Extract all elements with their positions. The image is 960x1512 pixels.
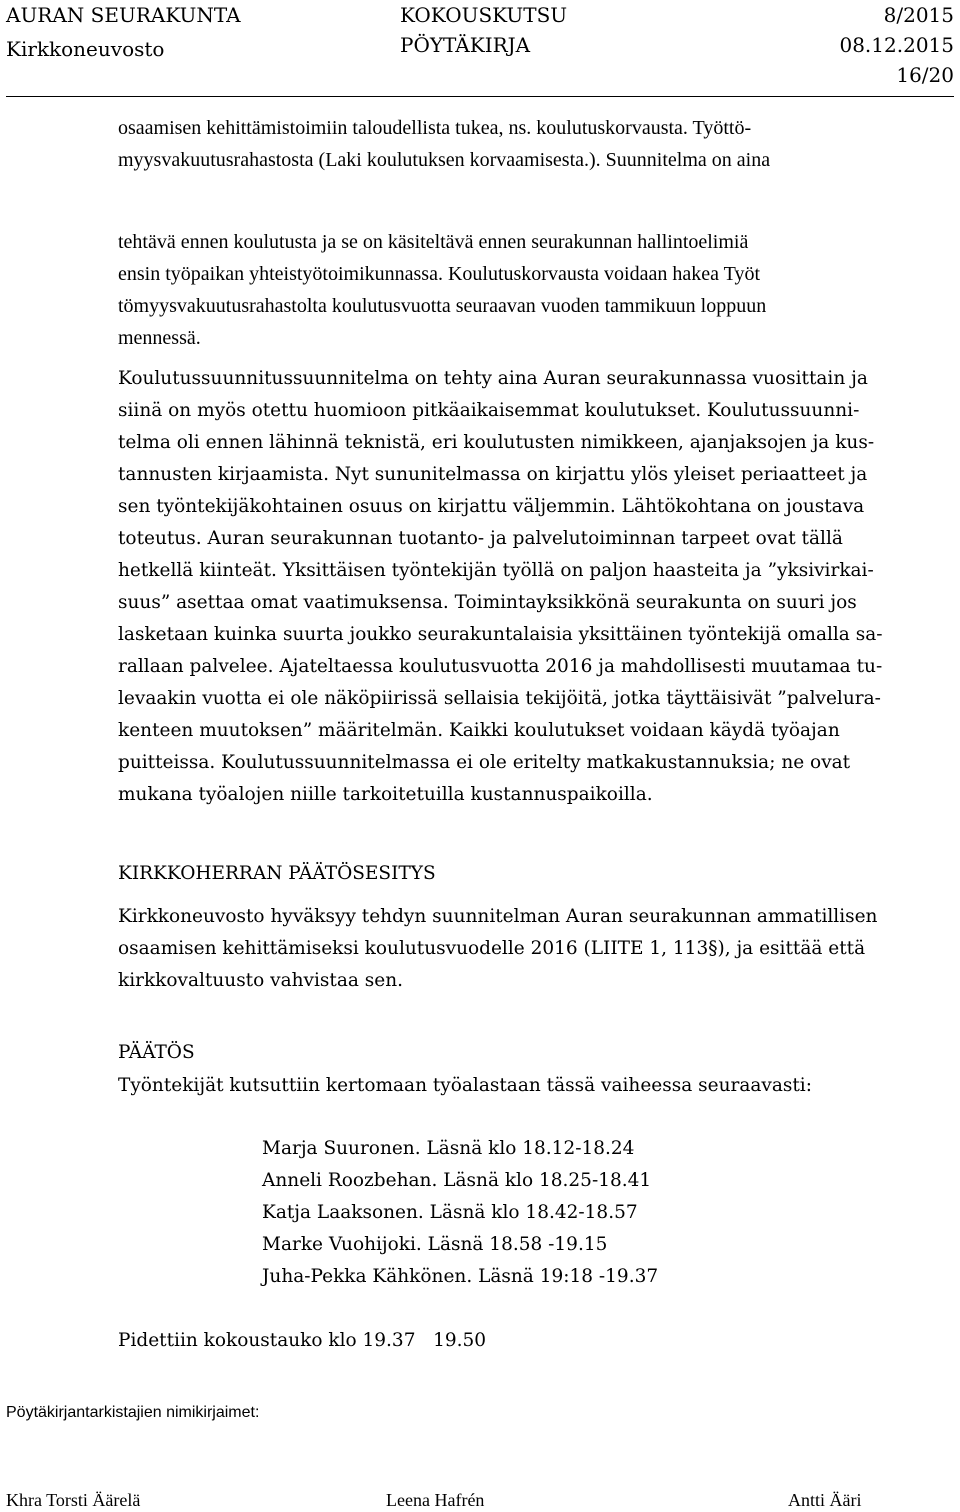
signature-3: Antti Ääri — [788, 1490, 862, 1510]
list-item: Katja Laaksonen. Läsnä klo 18.42-18.57 — [262, 1202, 638, 1223]
text-line: tehtävä ennen koulutusta ja se on käsiteltävä ennen seurakunnan hallintoelimiä — [118, 231, 749, 253]
break-note: Pidettiin kokoustauko klo 19.37 19.50 — [118, 1330, 487, 1351]
text-line: rallaan palvelee. Ajateltaessa koulutusvuotta 2016 ja mahdollisesti muutamaa tu- — [118, 656, 883, 677]
doc-type-meeting-call: KOKOUSKUTSU — [400, 3, 568, 27]
doc-type-minutes: PÖYTÄKIRJA — [400, 33, 531, 57]
text-line: Kirkkoneuvosto hyväksyy tehdyn suunnitelman Auran seurakunnan ammatillisen — [118, 906, 878, 927]
text-line: osaamisen kehittämiseksi koulutusvuodelle 2016 (LIITE 1, 113§), ja esittää että — [118, 938, 866, 959]
text-line: mukana työalojen niille tarkoitetuilla kustannuspaikoilla. — [118, 784, 653, 805]
text-line: siinä on myös otettu huomioon pitkäaikaisemmat koulutukset. Koulutussuunni- — [118, 400, 860, 421]
text-line: telma oli ennen lähinnä teknistä, eri koulutusten nimikkeen, ajanjaksojen ja kus- — [118, 432, 875, 453]
text-line: lasketaan kuinka suurta joukko seurakuntalaisia yksittäinen työntekijä omalla sa- — [118, 624, 883, 645]
list-item: Anneli Roozbehan. Läsnä klo 18.25-18.41 — [262, 1170, 652, 1191]
org-name: AURAN SEURAKUNTA — [6, 3, 241, 27]
body-paragraph-c — [118, 363, 948, 811]
text-line: kenteen muutoksen” määritelmän. Kaikki koulutukset voidaan käydä työajan — [118, 720, 840, 741]
signature-1: Khra Torsti Äärelä — [6, 1490, 141, 1510]
list-item: Juha-Pekka Kähkönen. Läsnä 19:18 -19.37 — [262, 1266, 659, 1287]
initials-label: Pöytäkirjantarkistajien nimikirjaimet: — [6, 1404, 260, 1421]
signature-2: Leena Hafrén — [386, 1490, 485, 1510]
page-number: 16/20 — [896, 63, 954, 87]
header-divider — [6, 96, 954, 97]
header-middle — [400, 0, 567, 60]
list-item: Marke Vuohijoki. Läsnä 18.58 -19.15 — [262, 1234, 608, 1255]
decision-intro: Työntekijät kutsuttiin kertomaan työalastaan tässä vaiheessa seuraavasti: — [118, 1075, 812, 1096]
text-line: mennessä. — [118, 327, 201, 349]
text-line: kirkkovaltuusto vahvistaa sen. — [118, 970, 404, 991]
text-line: sen työntekijäkohtainen osuus on kirjattu väljemmin. Lähtökohtana on joustava — [118, 496, 865, 517]
text-line: osaamisen kehittämistoimiin taloudellista tukea, ns. koulutuskorvausta. Työttö- — [118, 117, 752, 139]
meeting-date: 08.12.2015 — [839, 33, 954, 57]
proposal-heading: KIRKKOHERRAN PÄÄTÖSESITYS — [118, 863, 436, 884]
body-paragraph-a — [118, 112, 948, 176]
meeting-number: 8/2015 — [883, 3, 954, 27]
text-line: levaakin vuotta ei ole näköpiirissä sellaisia tekijöitä, jotka täyttäisivät ”palvelura- — [118, 688, 881, 709]
decision-heading: PÄÄTÖS — [118, 1042, 195, 1063]
text-line: Koulutussuunnitussuunnitelma on tehty aina Auran seurakunnassa vuosittain ja — [118, 368, 868, 389]
text-line: tömyysvakuutusrahastolta koulutusvuotta seuraavan vuoden tammikuun loppuun — [118, 295, 767, 317]
text-line: ensin työpaikan yhteistyötoimikunnassa. Koulutuskorvausta voidaan hakea Työt — [118, 263, 761, 285]
text-line: tannusten kirjaamista. Nyt sununitelmassa on kirjattu ylös yleiset periaatteet ja — [118, 464, 868, 485]
attendee-list — [262, 1133, 658, 1293]
text-line: puitteissa. Koulutussuunnitelmassa ei ole eritelty matkakustannuksia; ne ovat — [118, 752, 851, 773]
text-line: myysvakuutusrahastosta (Laki koulutuksen korvaamisesta.). Suunnitelma on aina — [118, 149, 771, 171]
text-line: suus” asettaa omat vaatimuksensa. Toimintayksikkönä seurakunta on suuri jos — [118, 592, 857, 613]
list-item: Marja Suuronen. Läsnä klo 18.12-18.24 — [262, 1138, 635, 1159]
text-line: toteutus. Auran seurakunnan tuotanto- ja palvelutoiminnan tarpeet ovat tällä — [118, 528, 843, 549]
header-right — [839, 0, 954, 90]
proposal-text — [118, 901, 948, 997]
board-name: Kirkkoneuvosto — [6, 37, 165, 61]
text-line: hetkellä kiinteät. Yksittäisen työntekijän työllä on paljon haasteita ja ”yksivirkai- — [118, 560, 874, 581]
body-paragraph-b — [118, 226, 948, 354]
header-left — [6, 0, 241, 64]
